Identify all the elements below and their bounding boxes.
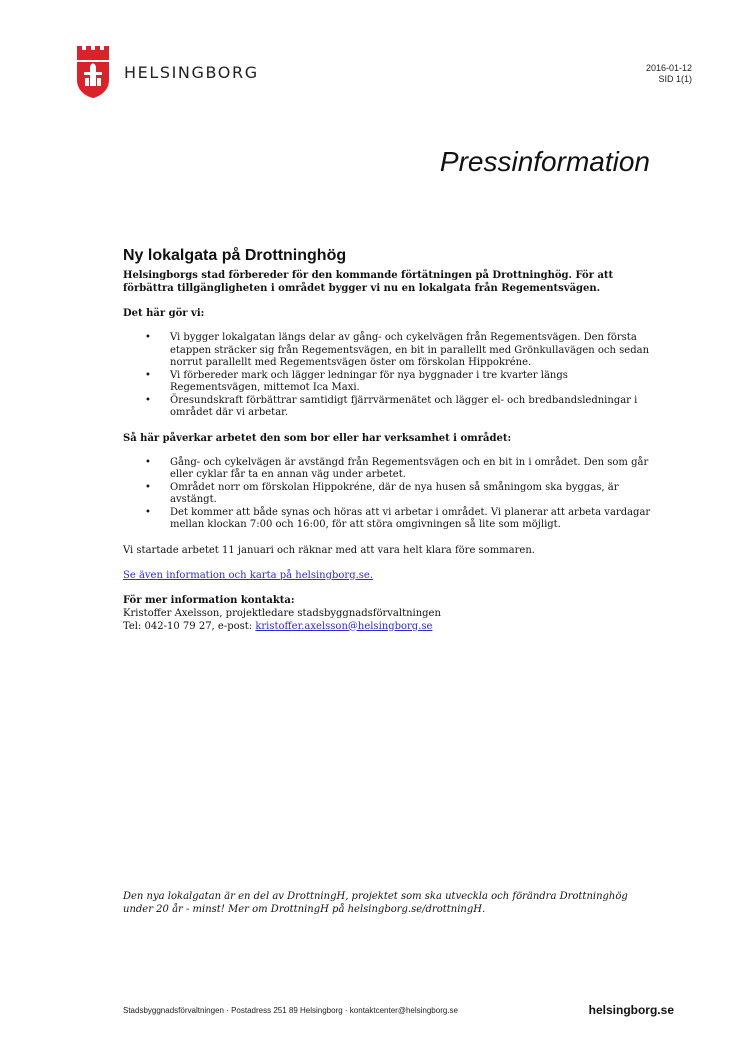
section-heading-actions: Det här gör vi: [123,308,205,319]
contact-person: Kristoffer Axelsson, projektledare stadsbyggnadsförvaltningen [123,607,441,619]
brand-name: HELSINGBORG [124,63,259,82]
article-lead: Helsingborgs stad förbereder för den kommande förtätningen på Drottninghög. För att förbättra tillgängligheten i området bygger vi nu en lokalgata från Regementsvägen. [123,270,614,294]
page-number: SID 1(1) [658,74,692,84]
footer-address: Stadsbyggnadsförvaltningen · Postadress 251 89 Helsingborg · kontaktcenter@helsingborg.se [123,1006,458,1015]
document-meta [646,63,692,85]
list-item: • Området norr om förskolan Hippokréne, där de nya husen så småningom ska byggas, är avstängt. [123,482,653,507]
article-title: Ny lokalgata på Drottninghög [123,247,347,264]
more-info-link[interactable]: Se även information och karta på helsingborg.se. [123,569,374,581]
section-heading-impact: Så här påverkar arbetet den som bor eller har verksamhet i området: [123,432,512,444]
list-item: • Gång- och cykelvägen är avstängd från Regementsvägen och en bit in i området. Den som går eller cyklar får ta en annan väg under arbetet. [123,457,653,482]
document-type: Pressinformation [439,146,650,177]
press-release-body [123,246,653,633]
document-date: 2016-01-12 [645,63,692,73]
contact-email-link[interactable]: kristoffer.axelsson@helsingborg.se [255,620,433,632]
list-item: • Vi förbereder mark och lägger ledningar för nya byggnader i tre kvarter längs Regementsvägen, mittemot Ica Maxi. [123,370,653,395]
list-item: • Vi bygger lokalgatan längs delar av gång- och cykelvägen från Regementsvägen. Den första etappen sträcker sig från Regementsvägen, en bit in parallellt med Grönkullavägen och sedan norrut parallellt med Regementsvägen öster om förskolan Hippokréne. [123,332,653,370]
footer-site: helsingborg.se [588,1003,674,1017]
actions-list [123,332,653,420]
footnote: Den nya lokalgatan är en del av DrottningH, projektet som ska utveckla och förändra Drottninghög under 20 år - minst! Mer om DrottningH på helsingborg.se/drottningH. [123,891,628,915]
list-item: • Det kommer att både synas och höras att vi arbetar i området. Vi planerar att arbeta vardagar mellan klockan 7:00 och 16:00, för att störa omgivningen så lite som möjligt. [123,507,653,532]
contact-heading: För mer information kontakta: [123,594,295,606]
timeline-text: Vi startade arbetet 11 januari och räknar med att vara helt klara före sommaren. [123,544,535,556]
contact-line [123,620,653,633]
helsingborg-logo-icon [75,44,111,98]
impact-list [123,457,653,532]
list-item: • Öresundskraft förbättrar samtidigt fjärrvärmenätet och lägger el- och bredbandsledningar i området där vi arbetar. [123,395,653,420]
contact-tel: Tel: 042-10 79 27, e-post: [123,620,256,632]
